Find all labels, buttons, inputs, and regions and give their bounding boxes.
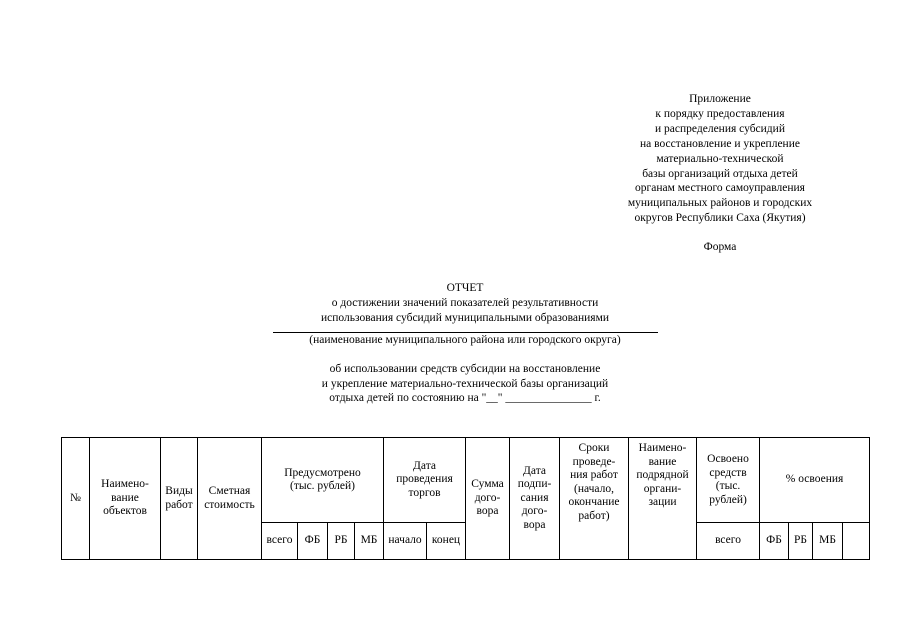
subheader-percent-rb: РБ [789, 523, 813, 560]
subheader-percent-extra [843, 523, 870, 560]
subheader-rb: РБ [328, 523, 355, 560]
header-contract-sum: Сумма дого- вора [466, 438, 510, 560]
spacer [215, 348, 715, 362]
report-subtitle: использования субсидий муниципальными образованиями [320, 311, 610, 324]
report-subtitle: о достижении значений показателей результативности [331, 296, 599, 309]
header-contractor: Наимено- вание подрядной органи- зации [629, 438, 697, 560]
municipality-caption: (наименование муниципального района или городского округа) [309, 333, 621, 346]
header-number: № [62, 438, 90, 560]
report-purpose: отдыха детей по состоянию на "__" _______________ г. [329, 392, 601, 405]
header-estimated-cost: Сметная стоимость [198, 438, 262, 560]
appendix-line: к порядку предоставления [655, 107, 785, 120]
subheader-total: всего [262, 523, 298, 560]
appendix-line: муниципальных районов и городских [627, 197, 813, 210]
header-contract-date: Дата подпи- сания дого- вора [510, 438, 560, 560]
subheader-fb: ФБ [298, 523, 328, 560]
subheader-percent-fb: ФБ [760, 523, 789, 560]
header-work-types: Виды работ [161, 438, 198, 560]
appendix-line: базы организаций отдыха детей [642, 167, 798, 180]
subheader-mb: МБ [355, 523, 384, 560]
header-spent: Освоено средств (тыс. рублей) [697, 438, 760, 523]
report-header [215, 281, 715, 406]
form-label: Форма [703, 241, 737, 253]
header-percent: % освоения [760, 438, 870, 523]
header-object-name: Наимено- вание объектов [90, 438, 161, 560]
report-purpose: об использовании средств субсидии на восстановление [329, 362, 601, 375]
subheader-spent-total: всего [697, 523, 760, 560]
report-table [61, 437, 870, 560]
report-purpose: и укрепление материально-технической базы организаций [321, 377, 609, 390]
appendix-line: Приложение [689, 93, 751, 105]
header-planned: Предусмотрено (тыс. рублей) [262, 438, 384, 523]
appendix-line: органам местного самоуправления [635, 182, 805, 195]
report-title: ОТЧЕТ [446, 282, 484, 294]
header-work-period: Сроки проведе- ния работ (начало, окончание работ) [560, 438, 629, 560]
appendix-block [590, 92, 850, 226]
appendix-line: округов Республики Саха (Якутия) [634, 212, 806, 225]
appendix-line: материально-технической [656, 152, 784, 165]
subheader-end: конец [427, 523, 466, 560]
subheader-percent-mb: МБ [813, 523, 843, 560]
header-tender-date: Дата проведения торгов [384, 438, 466, 523]
appendix-line: и распределения субсидий [655, 122, 785, 135]
appendix-line: на восстановление и укрепление [640, 137, 800, 150]
subheader-start: начало [384, 523, 427, 560]
